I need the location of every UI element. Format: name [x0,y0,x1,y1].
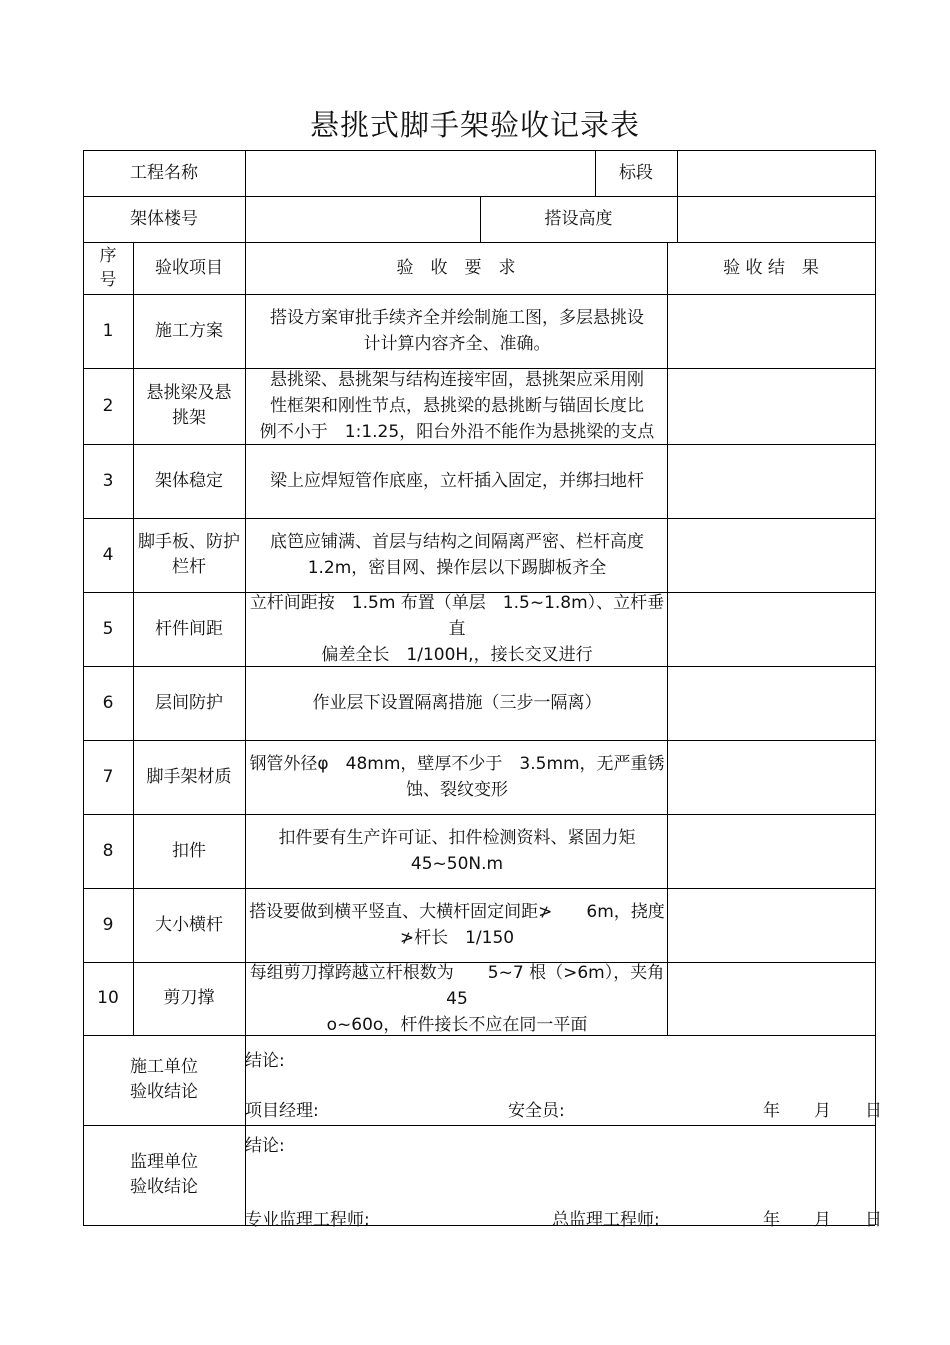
row-number: 2 [102,395,114,416]
grid-line [875,150,876,1225]
row-result[interactable] [667,740,875,814]
row-result[interactable] [667,666,875,740]
building-value[interactable] [245,196,480,242]
construction-conclusion-label: 结论: [245,1051,285,1071]
row-item: 扣件 [172,840,206,861]
row-item: 施工方案 [155,320,223,341]
row-number: 1 [102,320,114,341]
grid-line [83,1225,875,1226]
row-item: 架体稳定 [155,470,223,491]
row-number: 8 [102,840,114,861]
chief-supervisor-label: 总监理工程师: [552,1210,660,1230]
column-header-item: 验收项目 [155,257,223,278]
row-result[interactable] [667,518,875,592]
safety-officer-label: 安全员: [508,1101,565,1121]
row-item: 脚手架材质 [146,766,232,787]
project-manager-label: 项目经理: [245,1101,319,1121]
column-header-result: 验 收 结 果 [723,257,819,278]
row-item: 剪刀撑 [163,988,215,1008]
row-item: 脚手板、防护 栏杆 [138,532,240,577]
supervision-conclusion-label: 结论: [245,1136,285,1156]
row-result[interactable] [667,592,875,666]
row-requirement: 搭设要做到横平竖直、大横杆固定间距≯ 6m，挠度 ≯杆长 1/150 [249,902,665,948]
construction-unit-label: 施工单位 验收结论 [130,1057,198,1102]
row-result[interactable] [667,888,875,962]
row-requirement: 作业层下设置隔离措施（三步一隔离） [312,693,602,713]
row-number: 6 [102,692,114,713]
row-result[interactable] [667,814,875,888]
supervision-unit-label: 监理单位 验收结论 [130,1152,198,1197]
project-name-value[interactable] [245,150,595,196]
row-item: 悬挑梁及悬 挑架 [146,383,232,428]
row-result[interactable] [667,368,875,444]
construction-date-label: 年 月 日 [763,1101,882,1121]
column-header-no: 序 号 [99,246,117,290]
row-requirement: 每组剪刀撑跨越立杆根数为 5~7 根（>6m），夹角 45 o~60o，杆件接长不应在同一平面 [249,962,665,1035]
row-requirement: 扣件要有生产许可证、扣件检测资料、紧固力矩 45~50N.m [278,828,636,874]
row-requirement: 底笆应铺满、首层与结构之间隔离严密、栏杆高度 1.2m，密目网、操作层以下踢脚板齐全 [270,532,644,578]
section-value[interactable] [677,150,875,196]
row-requirement: 悬挑梁、悬挑架与结构连接牢固，悬挑架应采用刚 性框架和刚性节点，悬挑梁的悬挑断与锚固长度比 例不小于 1:1.25，阳台外沿不能作为悬挑梁的支点 [259,370,655,442]
section-label: 标段 [619,162,653,183]
row-item: 层间防护 [155,692,223,713]
project-name-label: 工程名称 [130,162,198,183]
row-number: 5 [102,618,114,639]
supervising-engineer-label: 专业监理工程师: [245,1210,370,1230]
row-requirement: 梁上应焊短管作底座，立杆插入固定，并绑扫地杆 [270,471,644,491]
height-label: 搭设高度 [544,208,613,229]
row-requirement: 立杆间距按 1.5m 布置（单层 1.5~1.8m）、立杆垂直 偏差全长 1/100H,，接长交叉进行 [249,593,665,665]
row-number: 10 [97,988,119,1008]
row-number: 7 [102,766,114,787]
supervision-date-label: 年 月 日 [763,1210,882,1230]
row-number: 9 [102,914,114,935]
row-requirement: 搭设方案审批手续齐全并绘制施工图，多层悬挑设 计计算内容齐全、准确。 [270,308,644,354]
building-label: 架体楼号 [130,208,198,229]
row-number: 4 [102,544,114,565]
row-result[interactable] [667,444,875,518]
row-item: 大小横杆 [155,914,223,935]
height-value[interactable] [677,196,875,242]
row-requirement: 钢管外径φ 48mm，壁厚不少于 3.5mm，无严重锈 蚀、裂纹变形 [249,754,665,800]
column-header-requirement: 验 收 要 求 [396,257,516,278]
row-result[interactable] [667,962,875,1035]
row-number: 3 [102,470,114,491]
row-result[interactable] [667,294,875,368]
page-title: 悬挑式脚手架验收记录表 [309,108,640,142]
row-item: 杆件间距 [155,618,223,639]
